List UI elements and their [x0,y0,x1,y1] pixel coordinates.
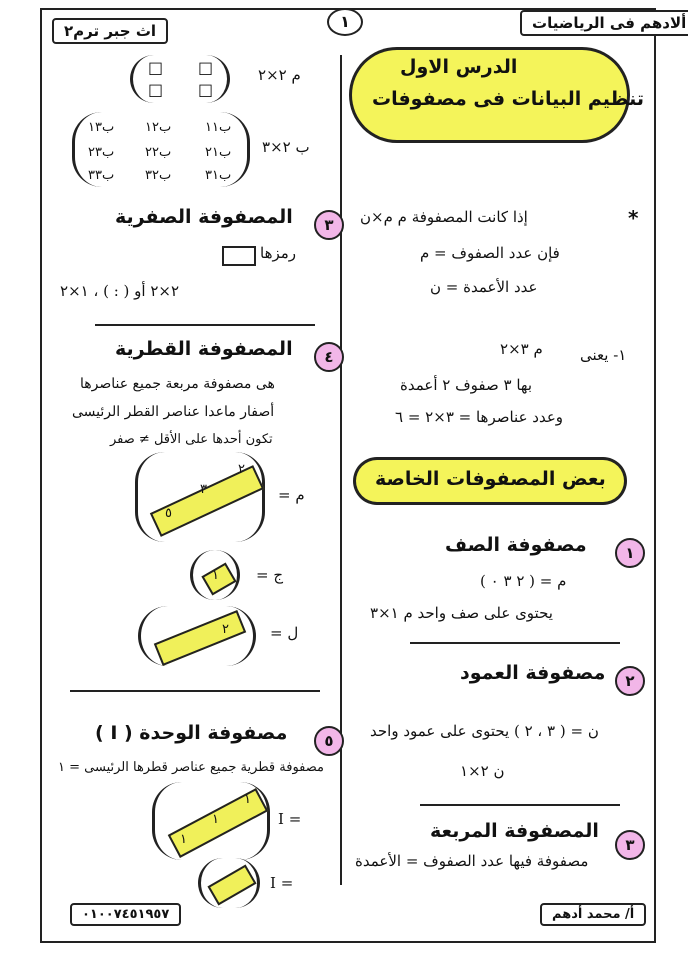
zero-symbol-box [222,246,256,266]
star-icon: * [628,206,639,230]
matrix-b-label: ب ٢×٣ [262,138,310,156]
diagonal-j-label: ج = [256,566,284,584]
square-matrix-desc: مصفوفة فيها عدد الصفوف = الأعمدة [355,852,589,870]
identity-matrix-number: ٥ [314,726,344,756]
diagonal-matrix-number: ٤ [314,342,344,372]
diagonal-desc-2: أصفار ماعدا عناصر القطر الرئيسى [72,404,275,420]
identity-cell: ١ [180,832,187,847]
identity-cell: ١ [244,792,251,807]
identity-desc: مصفوفة قطرية جميع عناصر قطرها الرئيسى = ١ [58,760,324,775]
header-left-label: اث جبر ترم٢ [52,18,168,44]
zero-matrix-number: ٣ [314,210,344,240]
column-matrix-dim: ن ٢×١ [460,762,505,780]
footer-author: أ/ محمد أدهم [540,903,646,926]
matrix-b-cell: ب١٣ [88,120,115,135]
footer-phone: ٠١٠٠٧٤٥١٩٥٧ [70,903,181,926]
row-matrix-title: مصفوفة الصف [445,534,587,556]
zero-matrix-example: ٢×٢ أو ( : ) ، ١×٢ [60,282,180,300]
matrix-b-cell: ب١٢ [145,120,172,135]
rule-row [410,642,620,644]
diagonal-matrix-title: المصفوفة القطرية [115,338,293,360]
square-matrix-number: ٣ [615,830,645,860]
example-count: وعدد عناصرها = ٣×٢ = ٦ [395,408,564,426]
column-matrix-number: ٢ [615,666,645,696]
identity-cell: ١ [212,812,219,827]
diagonal-j-cell: ١ [212,568,219,583]
zero-matrix-title: المصفوفة الصفرية [115,206,293,228]
square-matrix-title: المصفوفة المربعة [430,820,599,842]
matrix-b-cell: ب١١ [205,120,232,135]
diagonal-cell: ٣ [200,482,207,497]
row-matrix-desc: يحتوى على صف واحد م ١×٣ [370,604,553,622]
matrix-b-cell: ب٢٣ [88,145,115,160]
row-matrix-example: م = ( ٢ ٣ ٠ ) [480,572,567,590]
matrix-b-cell: ب٣٢ [145,168,172,183]
matrix-b-cell: ب٣٣ [88,168,115,183]
lesson-title-line1: الدرس الاول [400,56,518,78]
matrix-b-cell: ب٢١ [205,145,232,160]
diagonal-cell: ٥ [165,506,172,521]
diagonal-desc-1: هى مصفوفة مربعة جميع عناصرها [80,376,275,392]
definition-line3: عدد الأعمدة = ن [430,278,538,296]
special-title: بعض المصفوفات الخاصة [375,468,606,490]
zero-matrix-symbol: رمزها [260,244,297,262]
matrix-a-cell: □ [148,80,164,99]
identity-matrix-title: مصفوفة الوحدة ( I ) [95,722,288,744]
rule-zero [95,324,315,326]
diagonal-l-label: ل = [270,624,299,642]
matrix-a-label: م ٢×٢ [258,66,301,84]
definition-line2: فإن عدد الصفوف = م [420,244,560,262]
header-right-label: ألادهم فى الرياضيات [520,10,688,36]
diagonal-m-label: م = [278,486,305,504]
example-number: ١- يعنى [580,346,627,364]
definition-line1: إذا كانت المصفوفة م م×ن [360,208,528,226]
column-matrix-example: ن = ( ٣ ، ٢ ) يحتوى على عمود واحد [370,722,599,740]
diagonal-desc-3: تكون أحدها على الأقل ≠ صفر [110,432,273,447]
column-matrix-title: مصفوفة العمود [460,662,606,684]
matrix-a [130,55,230,103]
page-number: ١ [327,8,363,36]
identity-eq-label: = I [278,810,302,828]
column-divider [340,55,342,885]
example-matrix: م ٣×٢ [500,340,543,358]
matrix-b-cell: ب٢٢ [145,145,172,160]
matrix-a-cell: □ [198,80,214,99]
lesson-title-line2: تنظيم البيانات فى مصفوفات [372,88,644,110]
rule-diagonal [70,690,320,692]
example-rows-cols: بها ٣ صفوف ٢ أعمدة [400,376,533,394]
rule-column [420,804,620,806]
identity-eq-label-2: = I [270,874,294,892]
matrix-b-cell: ب٣١ [205,168,232,183]
matrix-a-cell: □ [198,58,214,77]
matrix-a-cell: □ [148,58,164,77]
diagonal-l-cell: ٢ [222,622,229,637]
row-matrix-number: ١ [615,538,645,568]
diagonal-cell: ٢ [238,462,245,477]
